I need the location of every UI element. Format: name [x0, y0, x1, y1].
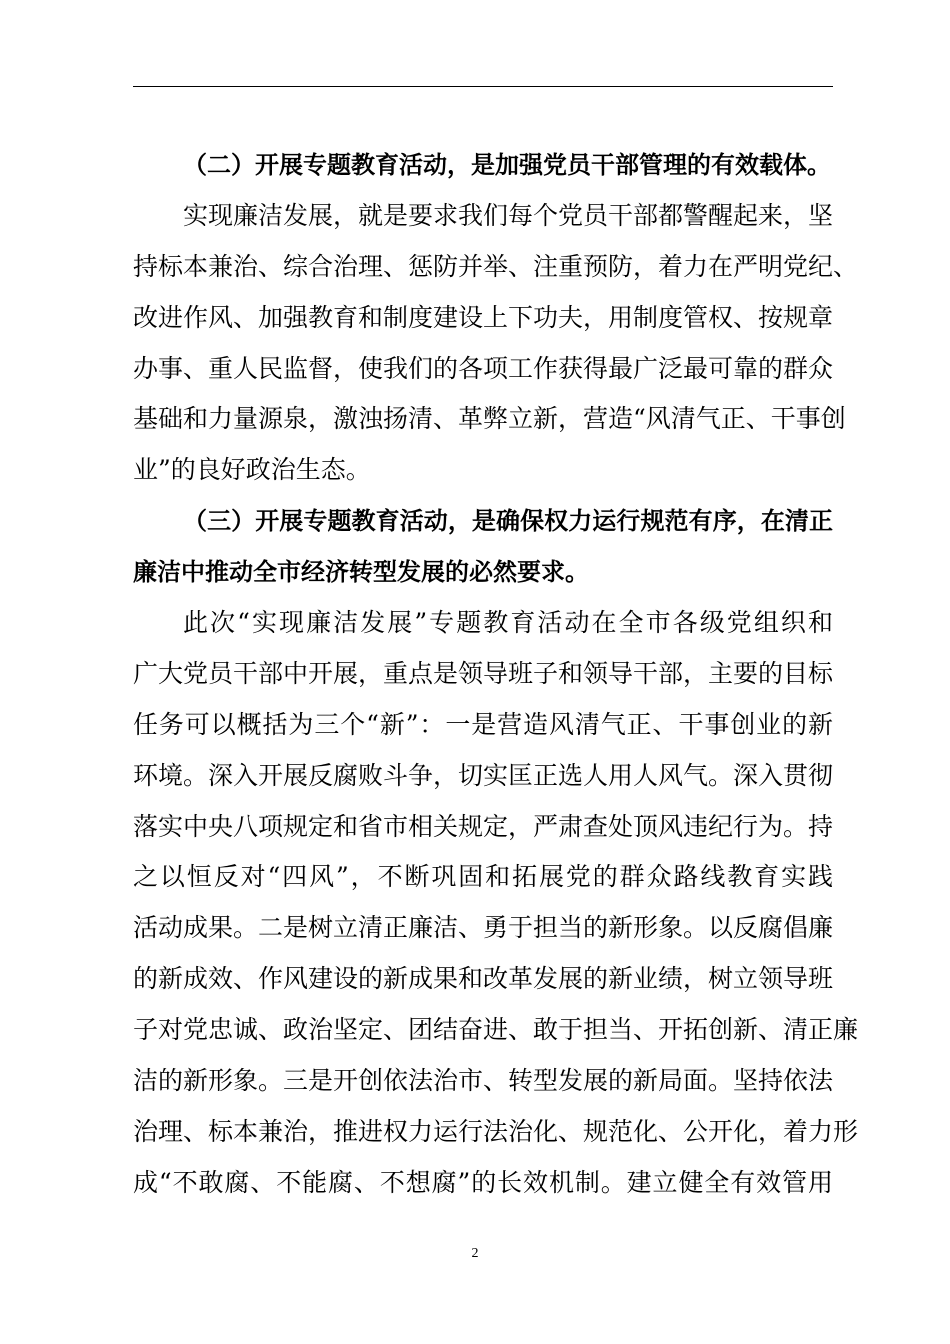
paragraph-line: 改进作风、加强教育和制度建设上下功夫，用制度管权、按规章	[133, 302, 834, 332]
paragraph-line: 洁的新形象。三是开创依法治市、转型发展的新局面。坚持依法	[133, 1066, 834, 1096]
document-body	[133, 140, 859, 1209]
paragraph-line: 办事、重人民监督，使我们的各项工作获得最广泛最可靠的群众	[133, 353, 834, 383]
paragraph-line: 的新成效、作风建设的新成果和改革发展的新业绩，树立领导班	[133, 964, 834, 994]
page-number: 2	[471, 1246, 479, 1261]
paragraph-line: 广大党员干部中开展，重点是领导班子和领导干部，主要的目标	[133, 658, 834, 688]
paragraph-line: 业”的良好政治生态。	[133, 455, 371, 485]
paragraph-line: 基础和力量源泉，激浊扬清、革弊立新，营造“风清气正、干事创	[133, 404, 846, 434]
paragraph-line: 此次“实现廉洁发展”专题教育活动在全市各级党组织和	[183, 608, 833, 638]
paragraph-line: 成“不敢腐、不能腐、不想腐”的长效机制。建立健全有效管用	[133, 1167, 833, 1197]
paragraph-line: 环境。深入开展反腐败斗争，切实匡正选人用人风气。深入贯彻	[133, 760, 834, 790]
paragraph-line: 任务可以概括为三个“新”：一是营造风清气正、干事创业的新	[133, 709, 833, 739]
paragraph-line: 活动成果。二是树立清正廉洁、勇于担当的新形象。以反腐倡廉	[133, 913, 834, 943]
header-rule	[133, 86, 833, 87]
paragraph-line: 持标本兼治、综合治理、惩防并举、注重预防，着力在严明党纪、	[133, 251, 859, 281]
section-heading-3-cont: 廉洁中推动全市经济转型发展的必然要求。	[133, 558, 589, 587]
section-heading-2: （二）开展专题教育活动，是加强党员干部管理的有效载体。	[183, 151, 831, 179]
paragraph-line: 治理、标本兼治，推进权力运行法治化、规范化、公开化，着力形	[133, 1116, 859, 1146]
paragraph-line: 子对党忠诚、政治坚定、团结奋进、敢于担当、开拓创新、清正廉	[133, 1015, 859, 1045]
paragraph-line: 实现廉洁发展，就是要求我们每个党员干部都警醒起来，坚	[183, 200, 834, 230]
paragraph-line: 之以恒反对“四风”，不断巩固和拓展党的群众路线教育实践	[133, 862, 833, 892]
section-heading-3: （三）开展专题教育活动，是确保权力运行规范有序，在清正	[183, 507, 833, 536]
paragraph-line: 落实中央八项规定和省市相关规定，严肃查处顶风违纪行为。持	[133, 811, 834, 841]
